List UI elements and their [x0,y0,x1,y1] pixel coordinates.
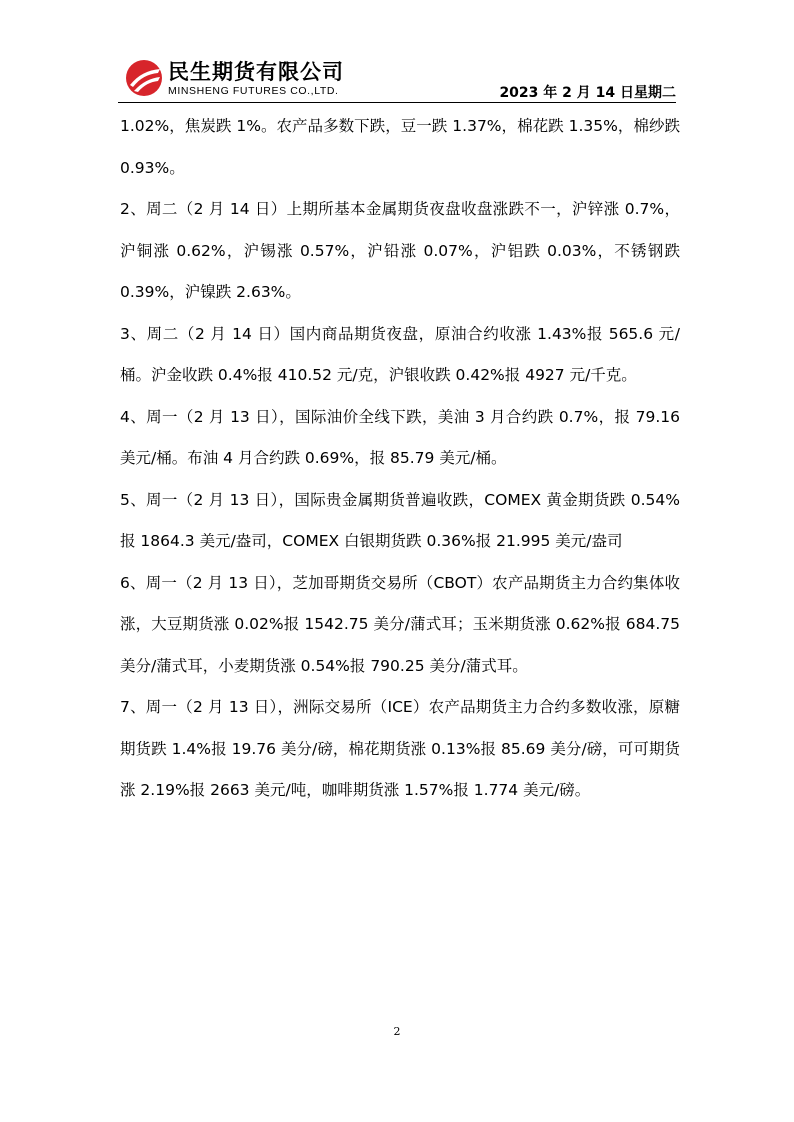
logo-chinese-name: 民生期货有限公司 [168,60,344,84]
paragraph-item-6: 6、周一（2 月 13 日），芝加哥期货交易所（CBOT）农产品期货主力合约集体收涨，大豆期货涨 0.02%报 1542.75 美分/蒲式耳；玉米期货涨 0.62%报 684.75 美分/蒲式耳，小麦期货涨 0.54%报 790.25 美分/蒲式耳。 [120,573,680,675]
report-date: 2023 年 2 月 14 日星期二 [499,85,676,101]
document-body [120,106,680,812]
paragraph-item-5: 5、周一（2 月 13 日），国际贵金属期货普遍收跌，COMEX 黄金期货跌 0.54%报 1864.3 美元/盎司，COMEX 白银期货跌 0.36%报 21.995 美元/盎司 [120,490,680,550]
page-number: 2 [393,1025,401,1038]
paragraph-item-2: 2、周二（2 月 14 日）上期所基本金属期货夜盘收盘涨跌不一，沪锌涨 0.7%，沪铜涨 0.62%，沪锡涨 0.57%，沪铅涨 0.07%，沪铝跌 0.03%，不锈钢跌 0.39%，沪镍跌 2.63%。 [120,200,680,301]
logo-english-name: MINSHENG FUTURES CO.,LTD. [168,85,339,97]
minsheng-logo-icon [124,58,164,98]
paragraph-item-7: 7、周一（2 月 13 日），洲际交易所（ICE）农产品期货主力合约多数收涨，原糖期货跌 1.4%报 19.76 美分/磅，棉花期货涨 0.13%报 85.69 美分/磅，可可期货涨 2.19%报 2663 美元/吨，咖啡期货涨 1.57%报 1.774 美元/磅。 [120,698,680,799]
paragraph-item-4: 4、周一（2 月 13 日），国际油价全线下跌，美油 3 月合约跌 0.7%，报 79.16 美元/桶。布油 4 月合约跌 0.69%，报 85.79 美元/桶。 [120,407,680,467]
paragraph-continued: 1.02%，焦炭跌 1%。农产品多数下跌，豆一跌 1.37%，棉花跌 1.35%，棉纱跌 0.93%。 [120,117,680,177]
page-header [118,52,676,102]
paragraph-item-3: 3、周二（2 月 14 日）国内商品期货夜盘，原油合约收涨 1.43%报 565.6 元/桶。沪金收跌 0.4%报 410.52 元/克，沪银收跌 0.42%报 4927 元/千克。 [120,324,680,384]
header-divider [118,102,676,103]
company-logo [124,56,364,102]
